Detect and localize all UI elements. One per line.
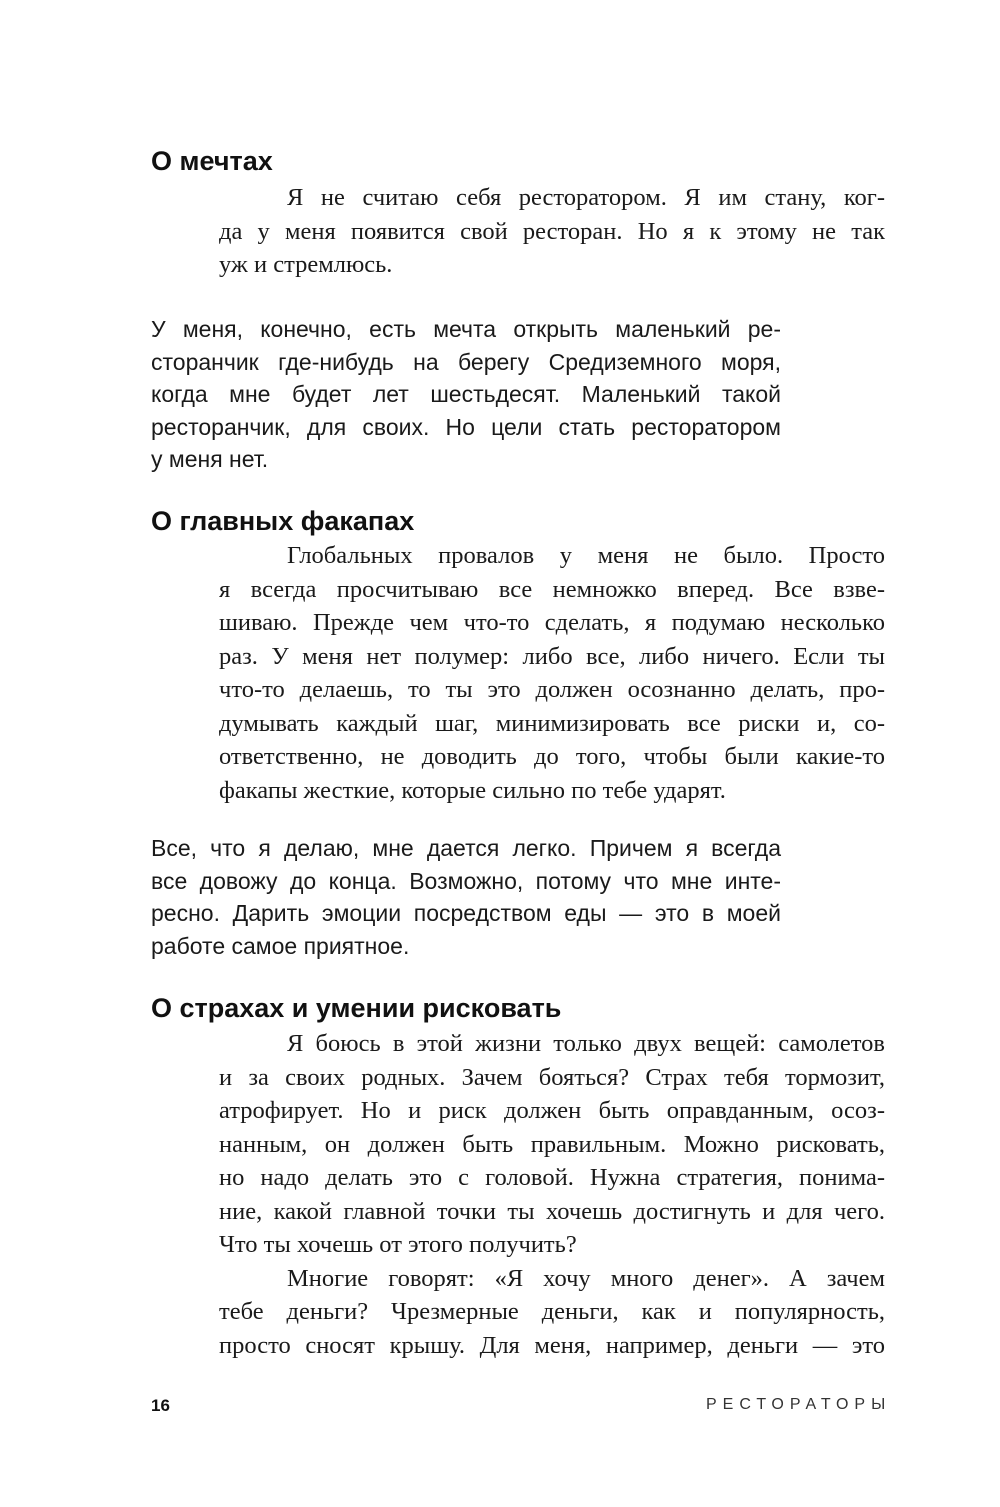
body-line: Все, что я делаю, мне дается легко. Причем я всегда: [151, 835, 781, 861]
paragraph-dreams: [151, 313, 781, 476]
quote-line: нанным, он должен быть правильным. Можно рисковать,: [219, 1130, 885, 1158]
quote-line: да у меня появится свой ресторан. Но я к этому не так: [219, 217, 885, 245]
body-line: все довожу до конца. Возможно, потому что мне инте-: [151, 867, 781, 894]
paragraph-failures: [151, 832, 781, 962]
body-line: сторанчик где-нибудь на берегу Средиземного моря,: [151, 348, 781, 375]
quote-dreams: [219, 181, 885, 282]
quote-line: шиваю. Прежде чем что-то сделать, я подумаю несколько: [219, 609, 885, 636]
body-line: ресторанчик, для своих. Но цели стать ресторатором: [151, 413, 781, 440]
quote-line: просто сносят крышу. Для меня, например, деньги — это: [219, 1331, 885, 1359]
quote-line: уж и стремлюсь.: [219, 251, 393, 278]
quote-line: атрофирует. Но и риск должен быть оправданным, осоз-: [219, 1097, 885, 1124]
quote-line: я всегда просчитываю все немножко вперед. Все взве-: [219, 575, 885, 603]
page-number: 16: [151, 1396, 170, 1415]
section-heading-fears: О страхах и умении рисковать: [151, 993, 562, 1023]
quote-line: Что ты хочешь от этого получить?: [219, 1231, 577, 1258]
quote-line: Глобальных провалов у меня не было. Просто: [287, 542, 885, 569]
quote-line: тебе деньги? Чрезмерные деньги, как и популярность,: [219, 1298, 885, 1325]
quote-line: что-то делаешь, то ты это должен осознанно делать, про-: [219, 676, 885, 703]
quote-failures: [219, 539, 885, 807]
body-line: ресно. Дарить эмоции посредством еды — это в моей: [151, 900, 781, 926]
quote-line: ответственно, не доводить до того, чтобы были какие-то: [219, 743, 885, 770]
section-heading-dreams: О мечтах: [151, 146, 273, 176]
quote-line: но надо делать это с головой. Нужна стратегия, понима-: [219, 1164, 885, 1191]
body-line: когда мне будет лет шестьдесят. Маленький такой: [151, 381, 781, 407]
quote-line: Я не считаю себя ресторатором. Я им стану, ког-: [287, 184, 885, 211]
quote-line: раз. У меня нет полумер: либо все, либо ничего. Если ты: [219, 642, 885, 670]
quote-line: и за своих родных. Зачем бояться? Страх тебя тормозит,: [219, 1063, 885, 1091]
quote-fears: [219, 1027, 885, 1362]
quote-line: Я боюсь в этой жизни только двух вещей: самолетов: [287, 1030, 885, 1057]
quote-line: думывать каждый шаг, минимизировать все риски и, со-: [219, 709, 885, 737]
running-head: РЕСТОРАТОРЫ: [706, 1396, 892, 1413]
quote-line: ние, какой главной точки ты хочешь достигнуть и для чего.: [219, 1197, 885, 1225]
quote-line: факапы жесткие, которые сильно по тебе ударят.: [219, 776, 726, 804]
body-line: У меня, конечно, есть мечта открыть маленький ре-: [151, 316, 781, 342]
body-line: работе самое приятное.: [151, 932, 410, 959]
section-heading-failures: О главных факапах: [151, 506, 415, 536]
quote-line: Многие говорят: «Я хочу много денег». А зачем: [287, 1264, 885, 1292]
body-line: у меня нет.: [151, 446, 269, 472]
